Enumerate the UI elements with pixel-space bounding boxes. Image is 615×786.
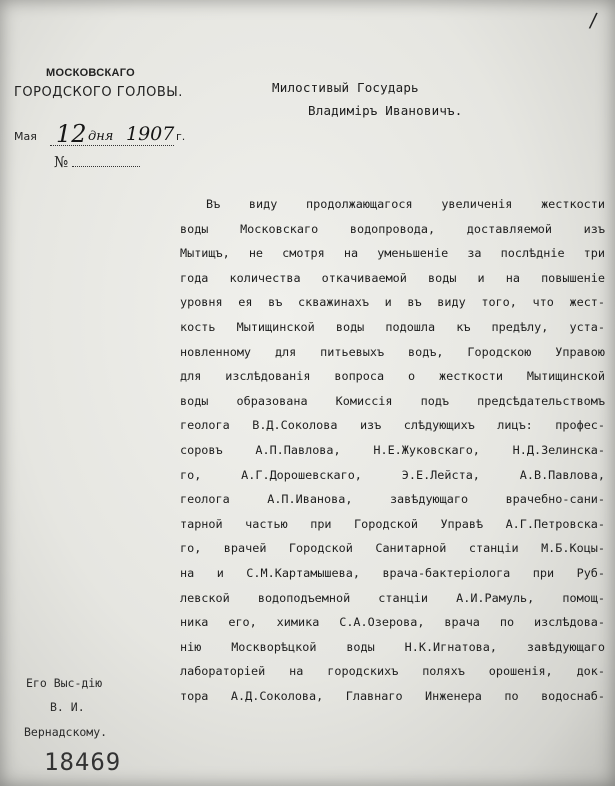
body-line: для изслѣдованiя вопроса о жесткости Мытищинской: [180, 369, 605, 384]
date-day-word: дня: [88, 129, 114, 144]
body-line: тарной частью при Городской Управѣ А.Г.Петровска-: [180, 516, 605, 531]
salutation-line-2: Владимiръ Ивановичъ.: [308, 103, 463, 118]
body-line: ника его, химика С.А.Озерова, врача по изслѣдова-: [180, 615, 605, 630]
body-line: Въ виду продолжающагося увеличенiя жесткости: [206, 197, 605, 211]
body-line: года количества откачиваемой воды и на повышенiе: [180, 270, 605, 285]
body-line: воды образована Комиссiя подъ предсѣдательствомъ: [180, 393, 605, 408]
dateline: [14, 122, 194, 148]
addressee-line-3: Вернадскому.: [24, 725, 108, 739]
page-number: /: [588, 7, 599, 33]
body-line: новленному для питьевыхъ водъ, Городскою Управою: [180, 344, 605, 359]
body-line: воды Московскаго водопровода, доставляемой изъ: [180, 221, 605, 236]
number-label: №: [54, 153, 69, 171]
body-line: левской водоподъемной станцiи А.И.Рамуль, помощ-: [180, 590, 605, 605]
body-line: Мытищъ, не смотря на уменьшенiе за послѣднiе три: [180, 246, 605, 261]
addressee-line-1: Его Выс-дiю: [26, 676, 103, 690]
letterhead-org: МОСКОВСКАГО: [46, 67, 136, 79]
body-line: на и С.М.Картамышева, врача-бактерiолога при Руб-: [180, 565, 605, 580]
addressee-line-2: В. И.: [50, 700, 85, 714]
body-line: тора А.Д.Соколова, Главнаго Инженера по водоснаб-: [180, 688, 605, 703]
body-line: го, врачей Городской Санитарной станцiи М.Б.Коцы-: [180, 541, 605, 556]
date-year: 1907: [126, 123, 175, 145]
salutation-line-1: Милостивый Государь: [272, 80, 419, 95]
body-line: геолога В.Д.Соколова изъ слѣдующихъ лицъ: профес-: [180, 418, 605, 433]
letter-body: [180, 192, 605, 708]
letterhead-title: ГОРОДСКОГО ГОЛОВЫ.: [14, 85, 183, 100]
body-line: геолога А.П.Иванова, завѣдующаго врачебно-сани-: [180, 492, 605, 507]
body-line: нiю Москворѣцкой воды Н.К.Игнатова, завѣдующаго: [180, 639, 605, 654]
date-year-suffix: г.: [176, 130, 186, 143]
body-line: уровня ея въ скважинахъ и въ виду того, что жест-: [180, 295, 605, 310]
body-line: го, А.Г.Дорошевскаго, Э.Е.Лейста, А.В.Павлова,: [180, 467, 605, 482]
body-line: кость Мытищинской воды подошла къ предѣлу, уста-: [180, 319, 605, 334]
body-line: соровъ А.П.Павлова, Н.Е.Жуковскаго, Н.Д.Зелинска-: [180, 442, 605, 457]
body-line: лабораторiей на городскихъ поляхъ орошенiя, док-: [180, 664, 605, 679]
date-day: 12: [56, 120, 87, 148]
date-month: Мая: [14, 130, 37, 143]
date-underline: [50, 145, 174, 146]
archive-number: 18469: [44, 748, 122, 776]
number-underline: [72, 166, 140, 167]
